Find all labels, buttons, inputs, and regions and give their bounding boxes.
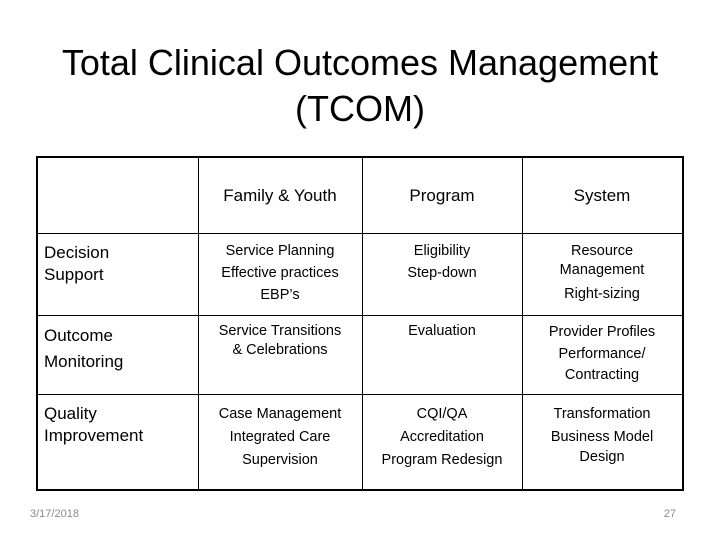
row-label-line: Improvement xyxy=(44,426,144,445)
cell-line: Contracting xyxy=(564,367,640,383)
cell-line: & Celebrations xyxy=(232,342,328,358)
cell-outcome-system xyxy=(522,322,682,385)
cell-decision-family xyxy=(198,240,362,306)
slide-title xyxy=(0,40,720,132)
cell-line: Service Transitions xyxy=(218,323,342,339)
tcom-table xyxy=(36,156,684,491)
cell-line: Service Planning xyxy=(225,243,335,259)
row-label-line: Monitoring xyxy=(44,352,124,371)
cell-quality-system xyxy=(522,403,682,466)
row-label-line: Decision xyxy=(44,243,110,262)
row-label-outcome-monitoring xyxy=(44,323,194,375)
column-header-program: Program xyxy=(409,185,475,205)
row-divider xyxy=(38,233,682,234)
row-divider xyxy=(38,394,682,395)
cell-line: Integrated Care xyxy=(229,429,331,445)
row-label-decision-support xyxy=(44,242,194,286)
cell-line: CQI/QA xyxy=(416,406,468,422)
cell-line: Resource xyxy=(570,243,634,259)
cell-line: EBP’s xyxy=(260,287,300,303)
cell-line: Performance/ xyxy=(558,346,646,362)
row-label-quality-improvement xyxy=(44,403,194,447)
cell-line: Business Model xyxy=(550,429,654,445)
cell-outcome-family xyxy=(198,322,362,360)
column-header-family-youth: Family & Youth xyxy=(223,185,337,205)
cell-line: Design xyxy=(579,449,625,465)
cell-line: Supervision xyxy=(242,452,318,468)
cell-line: Evaluation xyxy=(408,323,476,339)
cell-line: Transformation xyxy=(553,406,651,422)
slide-number: 27 xyxy=(663,508,676,520)
cell-line: Right-sizing xyxy=(564,286,640,302)
title-line-2: (TCOM) xyxy=(295,88,425,129)
row-label-line: Quality xyxy=(44,404,97,423)
row-divider xyxy=(38,315,682,316)
cell-line: Case Management xyxy=(218,406,342,422)
cell-quality-family xyxy=(198,403,362,471)
footer-date: 3/17/2018 xyxy=(30,508,79,520)
title-line-1: Total Clinical Outcomes Management xyxy=(61,42,659,83)
cell-line: Accreditation xyxy=(400,429,484,445)
cell-decision-program xyxy=(362,240,522,284)
cell-decision-system xyxy=(522,242,682,308)
cell-outcome-program xyxy=(362,322,522,341)
row-label-line: Outcome xyxy=(44,326,113,345)
cell-line: Management xyxy=(559,262,645,278)
cell-line: Program Redesign xyxy=(381,452,503,468)
row-label-line: Support xyxy=(44,265,104,284)
cell-line: Eligibility xyxy=(413,243,471,259)
cell-line: Step-down xyxy=(407,265,477,281)
cell-quality-program xyxy=(362,403,522,471)
column-header-system: System xyxy=(573,185,631,205)
cell-line: Effective practices xyxy=(221,265,339,281)
cell-line: Provider Profiles xyxy=(548,324,656,340)
